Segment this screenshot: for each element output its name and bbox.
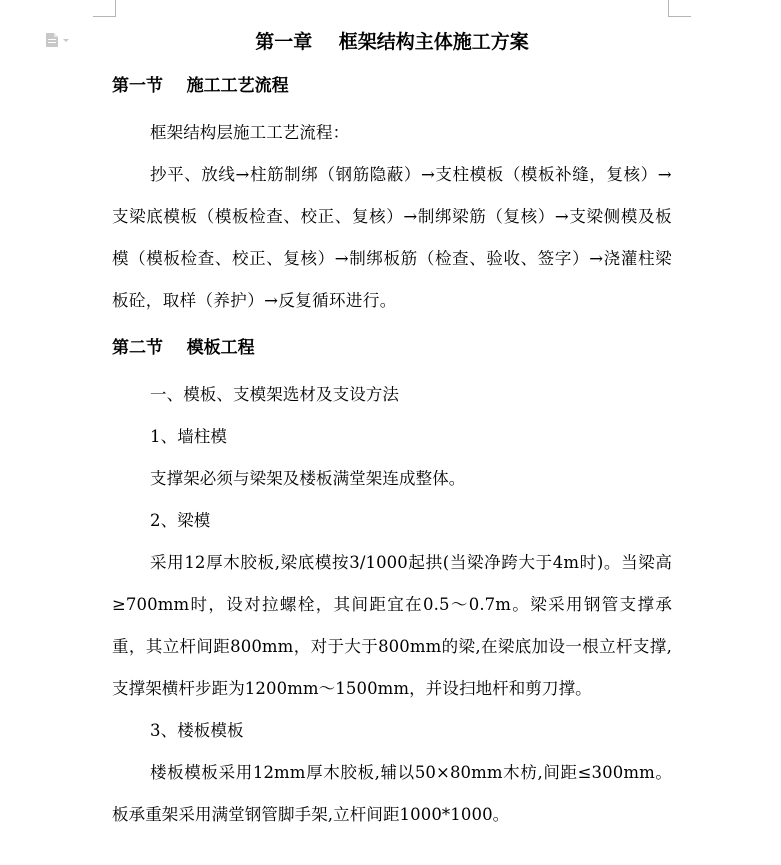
chapter-title: 第一章 框架结构主体施工方案 [255, 31, 529, 53]
paragraph: 楼板模板采用12mm厚木胶板,辅以50×80mm木枋,间距≤300mm。板承重架采用满堂钢管脚手架,立杆间距1000*1000。 [112, 763, 672, 824]
paragraph: 一、模板、支模架选材及支设方法 [150, 385, 399, 404]
section-heading-1: 第一节 施工工艺流程 [112, 76, 289, 96]
paragraph: 框架结构层施工工艺流程： [150, 123, 350, 142]
paragraph: 抄平、放线→柱筋制绑（钢筋隐蔽）→支柱模板（模板补缝，复核）→支梁底模板（模板检查、校正、复核）→制绑梁筋（复核）→支梁侧模及板模（模板检查、校正、复核）→制绑板筋（检查、验收、签字）→浇灌柱梁板砼，取样（养护）→反复循环进行。 [112, 165, 672, 310]
document-icon[interactable] [45, 33, 75, 47]
paragraph: 支撑架必须与梁架及楼板满堂架连成整体。 [150, 469, 466, 488]
paragraph: 3、楼板模板 [150, 721, 244, 740]
document-page [112, 28, 672, 836]
crop-mark-top-left [93, 0, 116, 17]
paragraph: 2、梁模 [150, 511, 211, 530]
paragraph: 1、墙柱模 [150, 427, 227, 446]
section-heading-2: 第二节 模板工程 [112, 338, 255, 358]
crop-mark-top-right [668, 0, 691, 17]
paragraph: 采用12厚木胶板,梁底模按3/1000起拱(当梁净跨大于4m时)。当梁高≥700mm时，设对拉螺栓，其间距宜在0.5～0.7m。梁采用钢管支撑承重，其立杆间距800mm，对于大于800mm的梁,在梁底加设一根立杆支撑,支撑架横杆步距为1200mm～1500mm，并设扫地杆和剪刀撑。 [112, 553, 672, 698]
